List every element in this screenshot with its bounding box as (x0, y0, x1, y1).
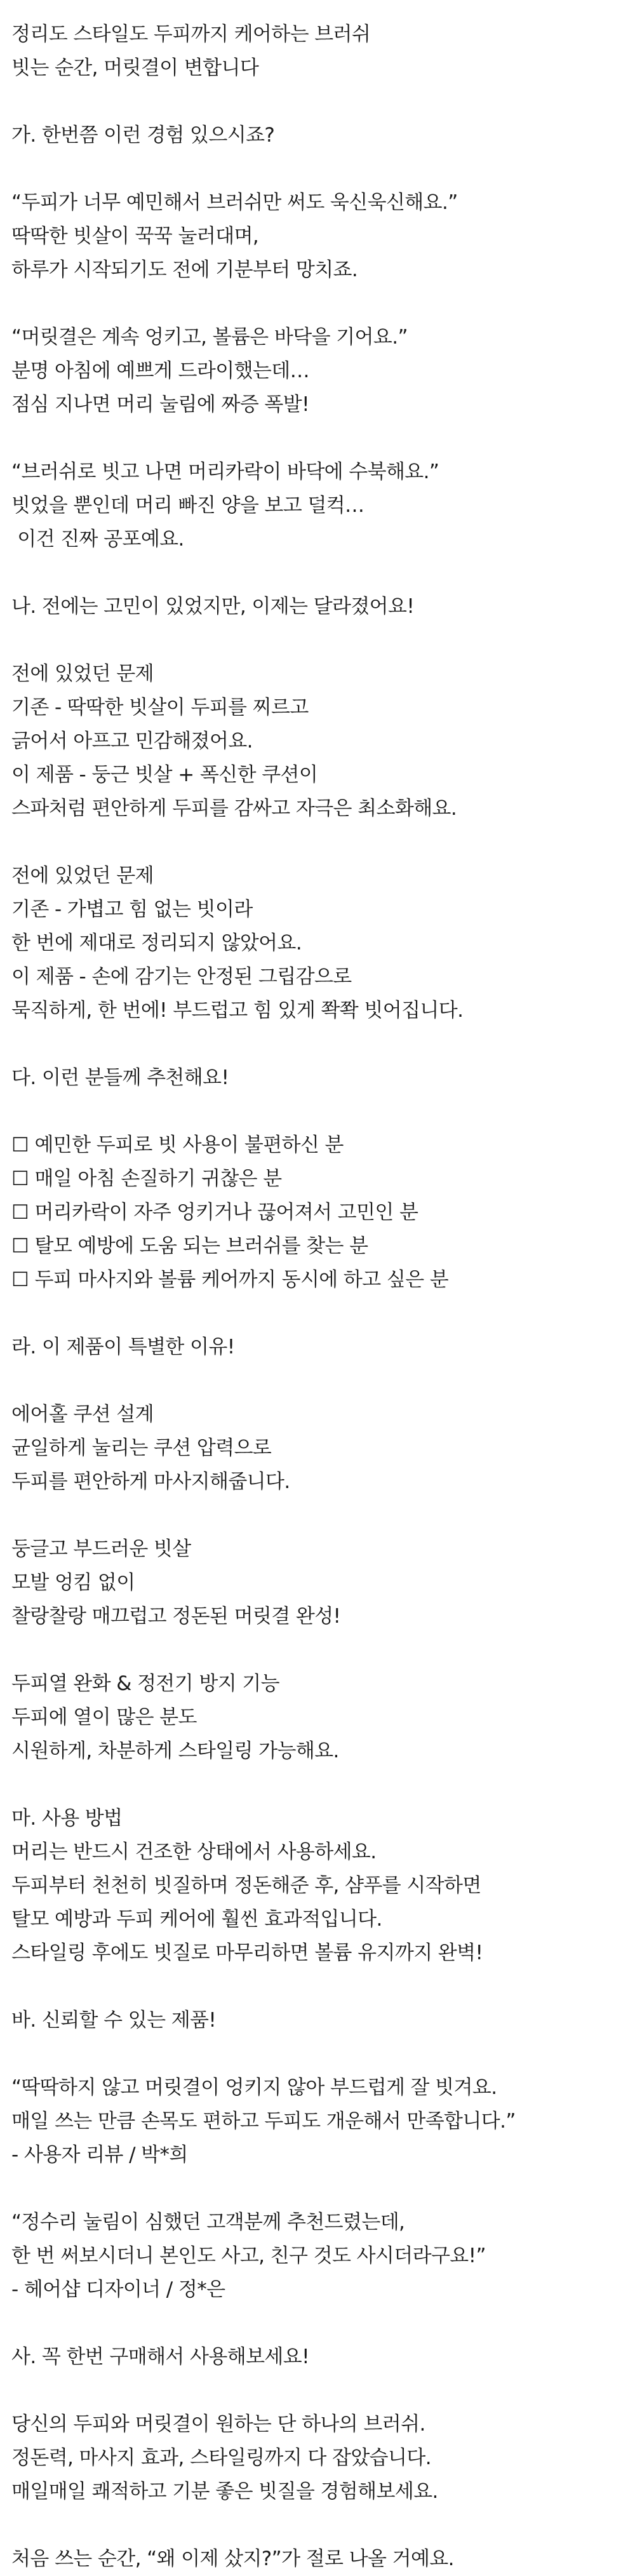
feature-2-line-3: 찰랑찰랑 매끄럽고 정돈된 머릿결 완성! (11, 1605, 341, 1628)
checklist-item: ☐ 머리카락이 자주 엉키거나 끊어져서 고민인 분 (11, 1201, 418, 1224)
checklist-item: ☐ 탈모 예방에 도움 되는 브러쉬를 찾는 분 (11, 1235, 368, 1258)
problem-2-title: 전에 있었던 문제 (11, 864, 154, 887)
spacer (11, 422, 635, 455)
spacer (11, 1970, 635, 2004)
section-a-heading: 가. 한번쯤 이런 경험 있으시죠? (11, 124, 275, 147)
section-g-heading: 사. 꼭 한번 구매해서 사용해보세요! (11, 2345, 309, 2368)
section-g (11, 2340, 635, 2576)
feature-3-line-2: 두피에 열이 많은 분도 (11, 1706, 197, 1729)
feature-1-title: 에어홀 쿠션 설계 (11, 1403, 154, 1426)
spacer (11, 287, 635, 321)
feature-2-title: 둥글고 부드러운 빗살 (11, 1538, 191, 1560)
spacer (11, 1499, 635, 1533)
spacer (11, 1768, 635, 1802)
spacer (11, 556, 635, 590)
cta-line: 정돈력, 마사지 효과, 스타일링까지 다 잡았습니다. (11, 2446, 431, 2469)
section-e (11, 1802, 635, 1970)
feature-1-line-3: 두피를 편안하게 마사지해줍니다. (11, 1470, 290, 1493)
problem-1-line-3: 긁어서 아프고 민감해졌어요. (11, 730, 253, 753)
usage-line: 탈모 예방과 두피 케어에 훨씬 효과적입니다. (11, 1908, 382, 1931)
review-1-author: - 사용자 리뷰 / 박*희 (11, 2143, 188, 2166)
spacer (11, 1633, 635, 1667)
usage-line: 두피부터 천천히 빗질하며 정돈해준 후, 샴푸를 시작하면 (11, 1874, 481, 1897)
feature-2-line-2: 모발 엉킴 없이 (11, 1571, 135, 1594)
spacer (11, 1028, 635, 1061)
quote-2-line-2: 분명 아침에 예쁘게 드라이했는데… (11, 359, 310, 382)
spacer (11, 1364, 635, 1398)
feature-3-title: 두피열 완화 & 정전기 방지 기능 (11, 1672, 279, 1695)
section-f-heading: 바. 신뢰할 수 있는 제품! (11, 2009, 217, 2032)
quote-3-line-2: 빗었을 뿐인데 머리 빠진 양을 보고 덜컥… (11, 494, 364, 517)
section-e-heading: 마. 사용 방법 (11, 1807, 123, 1830)
problem-1-line-2: 기존 - 딱딱한 빗살이 두피를 찌르고 (11, 696, 309, 719)
feature-3-line-3: 시원하게, 차분하게 스타일링 가능해요. (11, 1740, 339, 1762)
spacer (11, 2307, 635, 2340)
spacer (11, 1095, 635, 1129)
review-2-line-1: “정수리 눌림이 심했던 고객분께 추천드렸는데, (11, 2211, 405, 2234)
closing-line: 처음 쓰는 순간, “왜 이제 샀지?”가 절로 나올 거예요. (11, 2547, 454, 2570)
usage-line: 스타일링 후에도 빗질로 마무리하면 볼륨 유지까지 완벽! (11, 1942, 483, 1964)
spacer (11, 85, 635, 119)
section-b (11, 590, 635, 1028)
problem-1-line-4: 이 제품 - 둥근 빗살 + 폭신한 쿠션이 (11, 763, 318, 786)
intro-block (11, 18, 635, 85)
usage-line: 머리는 반드시 건조한 상태에서 사용하세요. (11, 1841, 377, 1863)
review-2-line-2: 한 번 써보시더니 본인도 사고, 친구 것도 사시더라구요!” (11, 2244, 486, 2267)
section-f (11, 2004, 635, 2307)
problem-1-title: 전에 있었던 문제 (11, 662, 154, 685)
spacer (11, 2172, 635, 2206)
section-c (11, 1061, 635, 1297)
checklist-item: ☐ 매일 아침 손질하기 귀찮은 분 (11, 1167, 282, 1190)
problem-1-line-5: 스파처럼 편안하게 두피를 감싸고 자극은 최소화해요. (11, 797, 457, 820)
problem-2-line-4: 이 제품 - 손에 감기는 안정된 그립감으로 (11, 965, 352, 988)
section-b-heading: 나. 전에는 고민이 있었지만, 이제는 달라졌어요! (11, 595, 415, 618)
quote-1-line-2: 딱딱한 빗살이 꾹꾹 눌러대며, (11, 225, 259, 248)
intro-subheadline: 빗는 순간, 머릿결이 변합니다 (11, 57, 259, 79)
problem-2-line-3: 한 번에 제대로 정리되지 않았어요. (11, 932, 302, 955)
quote-3-line-1: “브러쉬로 빗고 나면 머리카락이 바닥에 수북해요.” (11, 460, 439, 483)
section-d-heading: 라. 이 제품이 특별한 이유! (11, 1336, 235, 1358)
intro-headline: 정리도 스타일도 두피까지 케어하는 브러쉬 (11, 23, 371, 46)
review-2-author: - 헤어샵 디자이너 / 정*은 (11, 2278, 225, 2301)
spacer (11, 624, 635, 657)
spacer (11, 826, 635, 859)
quote-1-line-1: “두피가 너무 예민해서 브러쉬만 써도 욱신욱신해요.” (11, 191, 458, 214)
checklist-item: ☐ 두피 마사지와 볼륨 케어까지 동시에 하고 싶은 분 (11, 1268, 449, 1291)
spacer (11, 152, 635, 186)
quote-3-line-3: 이건 진짜 공포예요. (11, 528, 184, 551)
spacer (11, 2374, 635, 2408)
section-d (11, 1331, 635, 1768)
spacer (11, 2509, 635, 2542)
checklist-item: ☐ 예민한 두피로 빗 사용이 불편하신 분 (11, 1134, 344, 1157)
quote-2-line-1: “머릿결은 계속 엉키고, 볼륨은 바닥을 기어요.” (11, 326, 408, 349)
review-1-line-2: 매일 쓰는 만큼 손목도 편하고 두피도 개운해서 만족합니다.” (11, 2110, 516, 2133)
quote-2-line-3: 점심 지나면 머리 눌림에 짜증 폭발! (11, 393, 309, 416)
spacer (11, 2037, 635, 2071)
cta-line: 매일매일 쾌적하고 기분 좋은 빗질을 경험해보세요. (11, 2480, 438, 2503)
quote-1-line-3: 하루가 시작되기도 전에 기분부터 망치죠. (11, 258, 358, 281)
spacer (11, 1297, 635, 1331)
section-c-heading: 다. 이런 분들께 추천해요! (11, 1066, 229, 1089)
problem-2-line-2: 기존 - 가볍고 힘 없는 빗이라 (11, 898, 253, 921)
section-a (11, 119, 635, 556)
review-1-line-1: “딱딱하지 않고 머릿결이 엉키지 않아 부드럽게 잘 빗겨요. (11, 2076, 497, 2099)
feature-1-line-2: 균일하게 눌리는 쿠션 압력으로 (11, 1437, 272, 1459)
cta-line: 당신의 두피와 머릿결이 원하는 단 하나의 브러쉬. (11, 2413, 425, 2436)
problem-2-line-5: 묵직하게, 한 번에! 부드럽고 힘 있게 쫙쫙 빗어집니다. (11, 999, 464, 1022)
